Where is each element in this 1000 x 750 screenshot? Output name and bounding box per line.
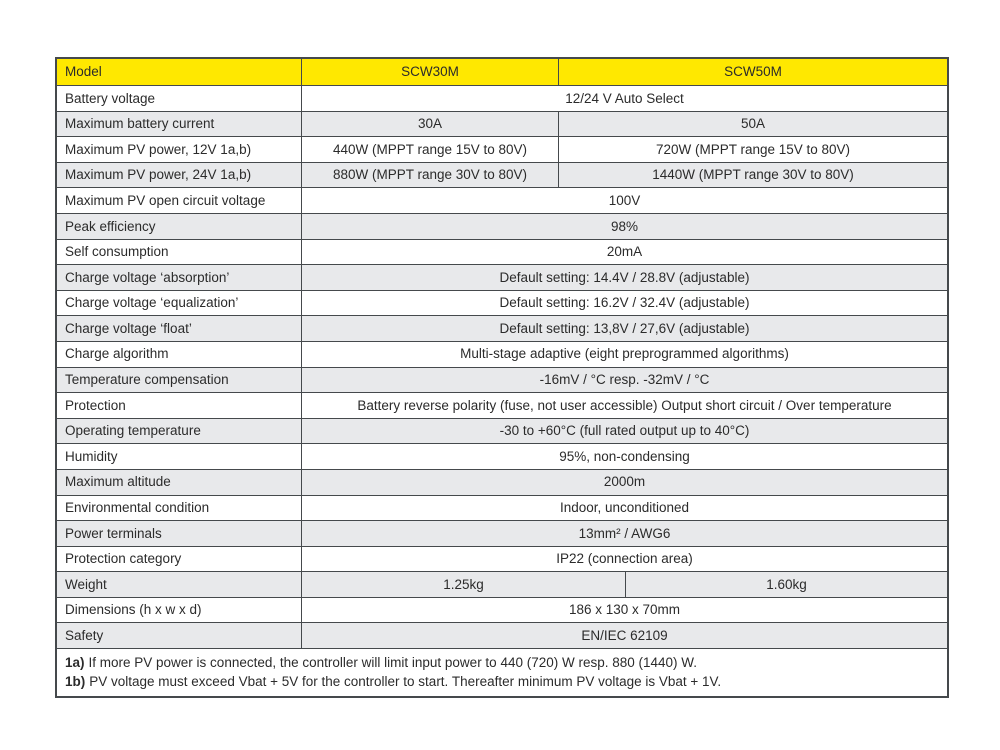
spec-value: Default setting: 16.2V / 32.4V (adjustable) [499,295,750,311]
spec-value: 100V [608,192,641,208]
spec-value: 13mm² / AWG6 [578,525,671,541]
footnote-1b-text: PV voltage must exceed Vbat + 5V for the controller to start. Thereafter minimum PV voltage is Vbat + 1V. [89,674,722,690]
spec-value-scw30m: 1.25kg [302,572,626,597]
spec-row [57,547,947,573]
spec-label: Maximum PV power, 12V 1a,b) [57,137,302,162]
spec-label: Humidity [57,444,302,469]
spec-label: Charge voltage ‘float’ [57,316,302,341]
spec-label: Safety [57,623,302,648]
spec-row [57,419,947,445]
footnote-1a [65,653,939,672]
spec-row [57,521,947,547]
spec-value: IP22 (connection area) [556,551,693,567]
spec-value: Default setting: 13,8V / 27,6V (adjustable) [499,320,750,336]
spec-label: Maximum PV power, 24V 1a,b) [57,163,302,188]
spec-label: Self consumption [57,240,302,265]
spec-value: 12/24 V Auto Select [565,90,684,106]
spec-row [57,240,947,266]
spec-row [57,572,947,598]
spec-row [57,368,947,394]
spec-value: 20mA [606,244,643,260]
spec-label: Dimensions (h x w x d) [57,598,302,623]
footnote-1b-prefix: 1b) [65,674,86,690]
spec-value: 95%, non-condensing [559,448,690,464]
spec-row [57,470,947,496]
footnote-1a-text: If more PV power is connected, the controller will limit input power to 440 (720) W resp. 880 (1440) W. [88,655,698,671]
spec-label: Protection category [57,547,302,572]
table-header-row [57,59,947,86]
footnote-1b [65,672,939,691]
spec-row [57,188,947,214]
spec-row [57,444,947,470]
spec-label: Temperature compensation [57,368,302,393]
footnotes [57,649,947,696]
spec-row [57,86,947,112]
spec-value-scw30m: 880W (MPPT range 30V to 80V) [302,163,559,188]
spec-value-scw30m: 440W (MPPT range 15V to 80V) [302,137,559,162]
header-scw50m-cell: SCW50M [724,64,782,80]
footnote-1a-prefix: 1a) [65,655,85,671]
spec-row [57,163,947,189]
spec-value: Battery reverse polarity (fuse, not user accessible) Output short circuit / Over temperature [357,397,892,413]
spec-label: Charge voltage ‘equalization’ [57,291,302,316]
spec-value: 98% [610,218,639,234]
spec-value-scw50m: 1440W (MPPT range 30V to 80V) [652,167,854,183]
spec-value: 2000m [603,474,646,490]
spec-label: Protection [57,393,302,418]
spec-value-scw50m: 1.60kg [766,576,807,592]
spec-label: Operating temperature [57,419,302,444]
spec-label: Charge algorithm [57,342,302,367]
spec-row [57,112,947,138]
spec-row [57,316,947,342]
spec-label: Environmental condition [57,496,302,521]
spec-label: Weight [57,572,302,597]
spec-value: Multi-stage adaptive (eight preprogrammed algorithms) [460,346,789,362]
spec-row [57,623,947,649]
spec-row [57,393,947,419]
spec-label: Peak efficiency [57,214,302,239]
table-body [57,86,947,649]
spec-row [57,214,947,240]
spec-row [57,265,947,291]
spec-label: Charge voltage ‘absorption’ [57,265,302,290]
spec-value: Indoor, unconditioned [559,500,690,516]
spec-row [57,598,947,624]
spec-label: Maximum PV open circuit voltage [57,188,302,213]
spec-label: Power terminals [57,521,302,546]
spec-value: EN/IEC 62109 [581,628,668,644]
spec-value-scw50m: 720W (MPPT range 15V to 80V) [655,141,851,157]
spec-value-scw50m: 50A [740,116,766,132]
spec-value-scw30m: 30A [302,112,559,137]
spec-row [57,496,947,522]
spec-label: Battery voltage [57,86,302,111]
spec-row [57,137,947,163]
spec-value: -16mV / °C resp. -32mV / °C [539,372,710,388]
spec-row [57,291,947,317]
spec-table [55,57,949,698]
spec-value: 186 x 130 x 70mm [568,602,681,618]
header-model-cell: Model [57,59,302,85]
spec-label: Maximum battery current [57,112,302,137]
spec-value: -30 to +60°C (full rated output up to 40°C) [499,423,750,439]
spec-row [57,342,947,368]
spec-label: Maximum altitude [57,470,302,495]
spec-value: Default setting: 14.4V / 28.8V (adjustable) [499,269,750,285]
header-scw30m-cell: SCW30M [302,59,559,85]
